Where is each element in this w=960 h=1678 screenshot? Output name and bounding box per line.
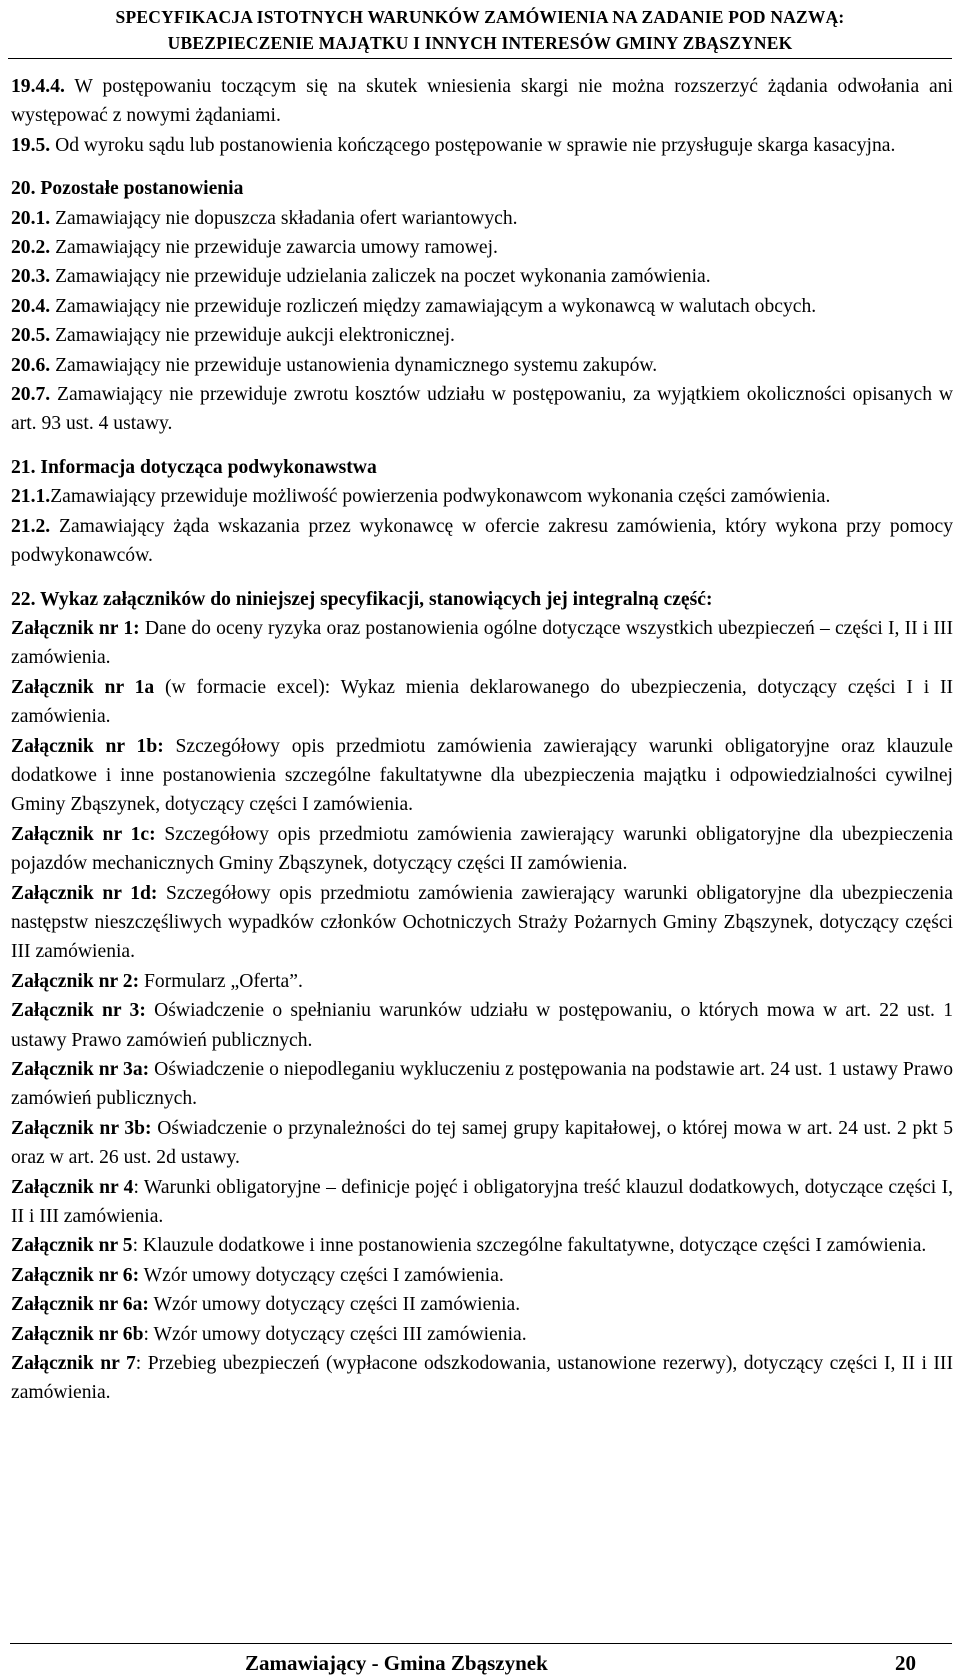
- paragraph-number: 21.: [11, 456, 36, 478]
- paragraph-text: : Klauzule dodatkowe i inne postanowienia szczególne fakultatywne, dotyczące części I zamówienia.: [132, 1235, 927, 1257]
- paragraph-text: Dane do oceny ryzyka oraz postanowienia ogólne dotyczące wszystkich ubezpieczeń – części I, II i III zamówienia.: [11, 617, 953, 669]
- paragraph-number: Załącznik nr 1:: [11, 617, 140, 639]
- paragraph-number: 20.6.: [11, 354, 51, 376]
- paragraph: [11, 1320, 953, 1349]
- paragraph-text: Pozostałe postanowienia: [35, 178, 244, 200]
- paragraph: [11, 1114, 953, 1173]
- paragraph: [11, 72, 953, 131]
- paragraph-number: Załącznik nr 6a:: [11, 1294, 149, 1316]
- paragraph: [11, 820, 953, 879]
- paragraph-text: Zamawiający nie przewiduje aukcji elektronicznej.: [50, 325, 455, 347]
- paragraph-text: Zamawiający przewiduje możliwość powierzenia podwykonawcom wykonania części zamówienia.: [50, 486, 831, 508]
- paragraph-text: Formularz „Oferta”.: [139, 970, 303, 992]
- paragraph-text: Oświadczenie o spełnianiu warunków udziału w postępowaniu, o których mowa w art. 22 ust. 1 ustawy Prawo zamówień publicznych.: [11, 1000, 953, 1051]
- paragraph-text: Wzór umowy dotyczący części I zamówienia.: [139, 1264, 504, 1286]
- paragraph-number: Załącznik nr 3a:: [11, 1059, 150, 1080]
- paragraph-number: Załącznik nr 5: [11, 1235, 133, 1257]
- paragraph: [11, 233, 953, 262]
- paragraph-text: Szczegółowy opis przedmiotu zamówienia zawierający warunki obligatoryjne oraz klauzule dodatkowe i inne postanowienia szczególne fakultatywne dla ubezpieczenia majątku i odpowiedzialności cywilnej Gminy Zbąszynek, dotyczący części I zamówienia.: [11, 735, 953, 816]
- paragraph-text: W postępowaniu toczącym się na skutek wniesienia skargi nie można rozszerzyć żądania odwołania ani występować z nowymi żądaniami.: [11, 76, 953, 127]
- paragraph-number: 19.4.4.: [11, 76, 65, 97]
- paragraph-text: : Przebieg ubezpieczeń (wypłacone odszkodowania, ustanowione rezerwy), dotyczący części I, II i III zamówienia.: [11, 1353, 953, 1404]
- paragraph-text: Informacja dotycząca podwykonawstwa: [35, 456, 377, 478]
- header-line-2: UBEZPIECZENIE MAJĄTKU I INNYCH INTERESÓW GMINY ZBĄSZYNEK: [167, 33, 793, 53]
- paragraph-text: Oświadczenie o niepodleganiu wykluczeniu z postępowania na podstawie art. 24 ust. 1 ustawy Prawo zamówień publicznych.: [11, 1059, 953, 1110]
- header-divider: [8, 58, 952, 59]
- paragraph: [11, 996, 953, 1055]
- paragraph-text: (w formacie excel): Wykaz mienia deklarowanego do ubezpieczenia, dotyczący części I i II zamówienia.: [11, 676, 954, 728]
- paragraph: [11, 453, 953, 482]
- paragraph-number: 20.7.: [11, 384, 51, 406]
- paragraph: [11, 1290, 953, 1319]
- paragraph: [11, 482, 953, 511]
- paragraph-number: Załącznik nr 3:: [11, 1000, 146, 1022]
- paragraph: [11, 1055, 953, 1114]
- paragraph: [11, 204, 953, 233]
- paragraph-text: Wykaz załączników do niniejszej specyfikacji, stanowiących jej integralną część:: [35, 588, 713, 610]
- paragraph: [11, 321, 953, 350]
- paragraph-number: 20.: [11, 178, 36, 200]
- paragraph-number: Załącznik nr 3b:: [11, 1117, 152, 1139]
- paragraph-number: 20.2.: [11, 237, 51, 259]
- paragraph-number: Załącznik nr 1d:: [11, 882, 158, 904]
- paragraph: [11, 351, 953, 380]
- paragraph-number: 22.: [11, 588, 36, 610]
- paragraph-number: Załącznik nr 4: [11, 1176, 134, 1198]
- paragraph: [11, 732, 953, 820]
- paragraph-text: Zamawiający nie przewiduje udzielania zaliczek na poczet wykonania zamówienia.: [50, 266, 711, 288]
- paragraph-text: Od wyroku sądu lub postanowienia kończącego postępowanie w sprawie nie przysługuje skarga kasacyjna.: [50, 134, 896, 156]
- paragraph-text: Zamawiający nie przewiduje zwrotu kosztów udziału w postępowaniu, za wyjątkiem okoliczności opisanych w art. 93 ust. 4 ustawy.: [11, 384, 953, 435]
- paragraph-number: Załącznik nr 1a: [11, 676, 155, 698]
- paragraph-number: 20.1.: [11, 207, 51, 229]
- paragraph-text: Oświadczenie o przynależności do tej samej grupy kapitałowej, o której mowa w art. 24 ust. 2 pkt 5 oraz w art. 26 ust. 2d ustawy.: [11, 1117, 953, 1169]
- paragraph: [11, 879, 953, 967]
- paragraph-text: : Warunki obligatoryjne – definicje pojęć i obligatoryjna treść klauzul dodatkowych, dotyczące części I, II i III zamówienia.: [11, 1176, 953, 1228]
- paragraph: [11, 1231, 953, 1260]
- paragraph: [11, 585, 953, 614]
- paragraph: [11, 673, 953, 732]
- paragraph-number: 20.3.: [11, 266, 51, 288]
- paragraph-text: : Wzór umowy dotyczący części III zamówienia.: [143, 1323, 527, 1345]
- paragraph: [11, 1173, 953, 1232]
- paragraph-number: Załącznik nr 6:: [11, 1264, 140, 1286]
- paragraph-number: 21.2.: [11, 515, 51, 537]
- footer-divider: [10, 1643, 952, 1644]
- paragraph: [11, 292, 953, 321]
- running-header: [0, 4, 960, 56]
- paragraph-number: Załącznik nr 1b:: [11, 735, 164, 757]
- paragraph: [11, 614, 953, 673]
- paragraph: [11, 380, 953, 439]
- paragraph: [11, 1261, 953, 1290]
- paragraph: [11, 262, 953, 291]
- page-number: 20: [895, 1651, 916, 1675]
- paragraph: [11, 967, 953, 996]
- paragraph-number: 20.5.: [11, 325, 51, 347]
- paragraph-number: 20.4.: [11, 295, 51, 317]
- paragraph-text: Wzór umowy dotyczący części II zamówienia.: [148, 1294, 521, 1316]
- footer-title: Zamawiający - Gmina Zbąszynek: [245, 1651, 548, 1675]
- paragraph-number: Załącznik nr 7: [11, 1353, 136, 1375]
- header-line-1: SPECYFIKACJA ISTOTNYCH WARUNKÓW ZAMÓWIENIA NA ZADANIE POD NAZWĄ:: [115, 7, 845, 27]
- paragraph-number: 21.1.: [11, 486, 51, 508]
- paragraph-text: Zamawiający nie przewiduje zawarcia umowy ramowej.: [50, 237, 498, 259]
- paragraph: [11, 1349, 953, 1408]
- paragraph-text: Zamawiający nie dopuszcza składania ofert wariantowych.: [50, 207, 518, 229]
- paragraph: [11, 174, 953, 203]
- paragraph: [11, 512, 953, 571]
- paragraph-number: Załącznik nr 6b: [11, 1323, 144, 1345]
- paragraph-number: Załącznik nr 2:: [11, 970, 140, 992]
- paragraph-number: 19.5.: [11, 134, 51, 156]
- paragraph-text: Zamawiający nie przewiduje rozliczeń między zamawiającym a wykonawcą w walutach obcych.: [50, 295, 817, 317]
- paragraph-text: Szczegółowy opis przedmiotu zamówienia zawierający warunki obligatoryjne dla ubezpieczenia następstw nieszczęśliwych wypadków członków Ochotniczych Straży Pożarnych Gminy Zbąszynek, dotyczący części III zamówienia.: [11, 882, 954, 963]
- paragraph-number: Załącznik nr 1c:: [11, 823, 156, 845]
- paragraph-text: Szczegółowy opis przedmiotu zamówienia zawierający warunki obligatoryjne dla ubezpieczenia pojazdów mechanicznych Gminy Zbąszynek, dotyczący części II zamówienia.: [11, 823, 953, 875]
- document-body: [11, 72, 953, 1408]
- paragraph-text: Zamawiający nie przewiduje ustanowienia dynamicznego systemu zakupów.: [50, 354, 658, 376]
- paragraph: [11, 131, 953, 160]
- paragraph-text: Zamawiający żąda wskazania przez wykonawcę w ofercie zakresu zamówienia, który wykona przy pomocy podwykonawców.: [11, 515, 953, 567]
